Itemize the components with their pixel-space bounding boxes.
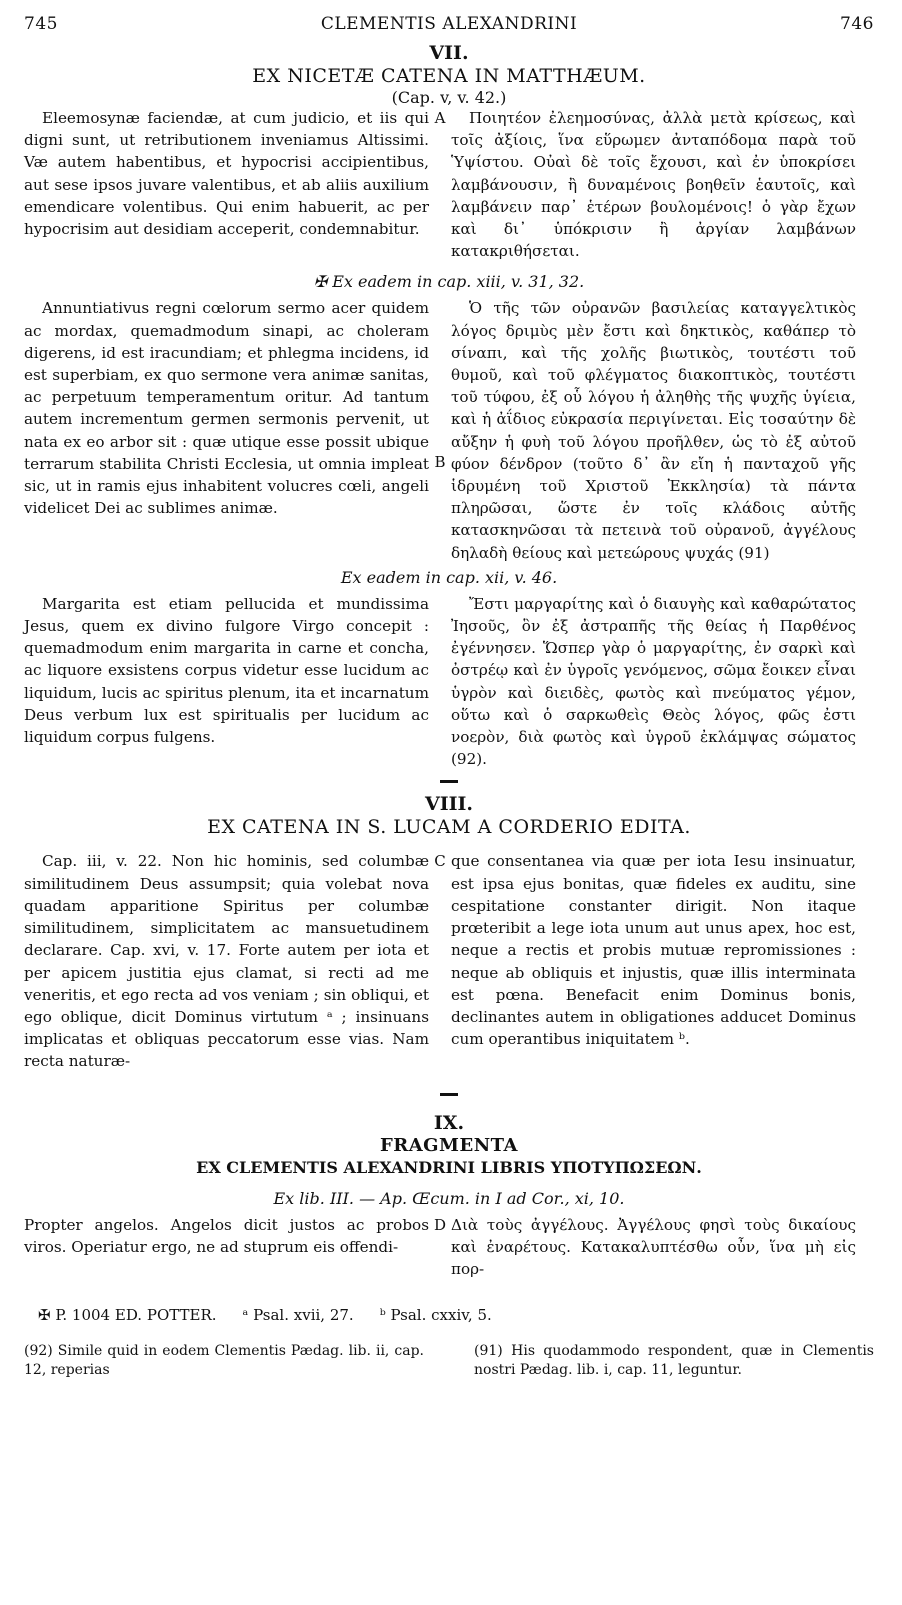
footnote-b: ᵇ Psal. cxxiv, 5. — [379, 1306, 492, 1325]
latin-column: Propter angelos. Angelos dicit justos ac probos viros. Operiatur ergo, ne ad stuprum eis offendi- — [24, 1215, 429, 1256]
section-vii-title: EX NICETÆ CATENA IN MATTHÆUM. — [252, 65, 646, 87]
section-ix-subtitle: EX CLEMENTIS ALEXANDRINI LIBRIS ΥΠΟΤΥΠΩΣΕΩΝ. — [196, 1157, 702, 1177]
endnote-92: (92) Simile quid in eodem Clementis Pædag. lib. ii, cap. 12, reperias — [24, 1343, 424, 1379]
section-ix-number: IX. — [433, 1111, 465, 1134]
latin-column: Margarita est etiam pellucida et mundissima Jesus, quem ex divino fulgore Virgo concepit : quemadmodum enim margarita in carne et concha, ac liquore exsistens corpus videtur esse lucidum ac liquidum, lucis ac spiritus plenum, ita et incarnatum Deus verbum lux est spiritualis per lucidum ac liquidum corpus fulgens. — [24, 594, 429, 747]
footnote-line — [24, 1306, 874, 1324]
running-title: CLEMENTIS ALEXANDRINI — [320, 14, 578, 34]
greek-column: Ὁ τῆς τῶν οὐρανῶν βασιλείας καταγγελτικὸς λόγος δριμὺς μὲν ἔστι καὶ δηκτικὸς, καθάπερ τὸ σίναπι, καὶ τῆς χολῆς βιωτικὸς, τουτέστι τοῦ θυμοῦ, καὶ τοῦ φλέγματος διακοπτικὸς, τουτέστι τοῦ τύφου, ἐξ οὗ λόγου ἡ ἀληθὴς τῆς ψυχῆς ὑγίεια, καὶ ἡ ἀΐδιος εὐκρασία περιγίνεται. Εἰς τοσαύτην δὲ αὔξην ἡ φυὴ τοῦ λόγου προῆλθεν, ὡς τὸ ἐξ αὐτοῦ φύον δένδρον (τοῦτο δ᾽ ἂν εἴη ἡ πανταχοῦ γῆς ἱδρυμένη τοῦ Χριστοῦ Ἐκκλησία) τὰ πάντα πληρῶσαι, ὥστε ἐν τοῖς κλάδοις αὐτῆς κατασκηνῶσαι τὰ πετεινὰ τοῦ οὐρανοῦ, ἀγγέλους δηλαδὴ θείους καὶ μετεώρους ψυχάς (91) — [451, 299, 856, 562]
endnote-91: (91) His quodammodo respondent, quæ in Clementis nostri Pædag. lib. i, cap. 11, leguntur. — [474, 1343, 874, 1379]
section-vii-number: VII. — [429, 42, 469, 64]
right-page-number: 746 — [840, 14, 874, 34]
running-head — [24, 14, 874, 36]
latin-column-left: Cap. iii, v. 22. Non hic hominis, sed columbæ similitudinem Deus assumpsit; quia volebat nova quadam apparitione Spiritus per columbæ similitudinem, simplicitatem ac mansuetudinem declarare. Cap. xvi, v. 17. Forte autem per iota et per apicem justitia ejus clamat, si recti ad me veneritis, et ego recta ad vos veniam ; sin obliqui, et ego oblique, dicit Dominus virtutum ᵃ ; insinuans implicatas et obliquas peccatorum esse vias. Nam recta naturæ- — [24, 852, 429, 1071]
section-vii-block-1 — [24, 107, 874, 262]
section-ix-block — [24, 1214, 874, 1281]
section-viii-block — [24, 850, 874, 1072]
left-page-number: 745 — [24, 14, 58, 34]
greek-column: Ἔστι μαργαρίτης καὶ ὁ διαυγὴς καὶ καθαρώτατος Ἰησοῦς, ὃν ἐξ ἀστραπῆς τῆς θείας ἡ Παρθένος ἐγέννησεν. Ὥσπερ γὰρ ὁ μαργαρίτης, ἐν σαρκὶ καὶ ὀστρέῳ καὶ ἐν ὑγροῖς γενόμενος, σῶμα ἔοικεν εἶναι ὑγρὸν καὶ διειδὲς, φωτὸς καὶ πνεύματος γέμον, οὕτω καὶ ὁ σαρκωθεὶς Θεὸς λόγος, φῶς ἐστι νοερὸν, διὰ φωτὸς καὶ ὑγροῦ ἐκλάμψας σώματος (92). — [451, 594, 856, 769]
section-divider — [440, 1093, 458, 1096]
margin-marker: B — [434, 453, 446, 472]
section-ix-title: FRAGMENTA — [379, 1134, 519, 1156]
greek-column: Διὰ τοὺς ἀγγέλους. Ἀγγέλους φησὶ τοὺς δικαίους καὶ ἐναρέτους. Κατακαλυπτέσθω οὖν, ἵνα μὴ εἰς πορ- — [451, 1215, 856, 1278]
section-vii-subheading-1: ✠ Ex eadem in cap. xiii, v. 31, 32. — [313, 272, 585, 292]
latin-column: Eleemosynæ faciendæ, at cum judicio, et iis qui digni sunt, ut retributionem inveniamus Altissimi. Væ autem habentibus, et hypocrisi accipientibus, aut sese ipsos juvare valentibus, et ab aliis auxilium emendicare volentibus. Qui enim habuerit, ac per hypocrisim aut desidiam acceperit, condemnabitur. — [24, 109, 429, 239]
footnote-a: ᵃ Psal. xvii, 27. — [242, 1306, 354, 1325]
section-viii-number: VIII. — [424, 793, 474, 816]
potter-reference: ✠ P. 1004 ED. POTTER. — [38, 1306, 217, 1325]
section-vii-block-3 — [24, 593, 874, 771]
endnotes — [24, 1342, 874, 1380]
latin-column: Annuntiativus regni cœlorum sermo acer quidem ac mordax, quemadmodum sinapi, ac choleram digerens, id est iracundiam; et phlegma incidens, id est superbiam, ex quo sermone vera animæ sanitas, ac perpetuum temperamentum oritur. Ad tantum autem incrementum germen sermonis pervenit, ut nata ex eo arbor sit : quæ utique esse possit ubique terrarum stabilita Christi Ecclesia, ut omnia impleat sic, ut in ramis ejus inhabitent volucres cœli, angeli videlicet Dei ac sublimes animæ. — [24, 299, 429, 518]
section-vii-block-2 — [24, 297, 874, 563]
greek-column: Ποιητέον ἐλεημοσύνας, ἀλλὰ μετὰ κρίσεως, καὶ τοῖς ἀξίοις, ἵνα εὕρωμεν ἀνταπόδομα παρὰ τοῦ Ὑψίστου. Οὐαὶ δὲ τοῖς ἔχουσι, καὶ ἐν ὑποκρίσει λαμβάνουσιν, ἢ δυναμένοις βοηθεῖν ἑαυτοῖς, καὶ λαμβάνειν παρ᾽ ἑτέρων βουλομένοις! ὁ γὰρ ἔχων καὶ δι᾽ ὑπόκρισιν ἢ ἀργίαν λαμβάνων κατακριθήσεται. — [451, 109, 856, 261]
section-vii-reference: (Cap. v, v. 42.) — [391, 88, 507, 107]
section-divider — [440, 780, 458, 783]
section-ix-subheading: Ex lib. III. — Ap. Œcum. in I ad Cor., xi, 10. — [273, 1188, 625, 1208]
section-viii-title: EX CATENA IN S. LUCAM A CORDERIO EDITA. — [207, 816, 691, 839]
section-vii-subheading-2: Ex eadem in cap. xii, v. 46. — [340, 567, 558, 587]
margin-marker: A — [434, 109, 446, 127]
margin-marker: C — [434, 852, 446, 871]
latin-column-right: que consentanea via quæ per iota Iesu insinuatur, est ipsa ejus bonitas, quæ fideles ex auditu, sine cespitatione constanter dirigit. Non itaque prœteribit a lege iota unum aut unus apex, hoc est, neque a rectis et probis mutuæ repromissiones : neque ab obliquis et injustis, quæ illis interminata est pœna. Benefacit enim Dominus bonis, declinantes autem in obligationes adducet Dominus cum operantibus iniquitatem ᵇ. — [451, 852, 856, 1049]
margin-marker: D — [433, 1215, 447, 1234]
